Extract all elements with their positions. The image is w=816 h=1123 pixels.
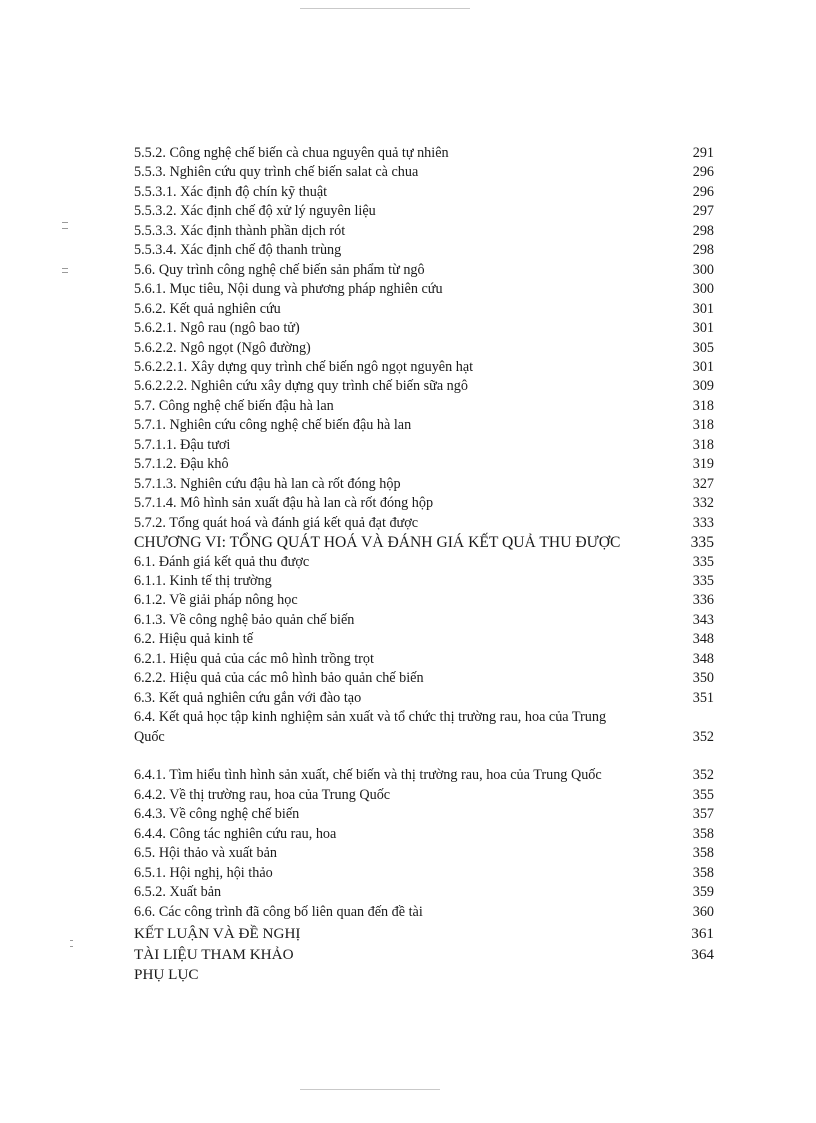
toc-page: 333 — [692, 514, 714, 531]
toc-title: TÀI LIỆU THAM KHẢO — [134, 945, 294, 963]
toc-title: 6.1. Đánh giá kết quả thu được — [134, 553, 310, 570]
toc-entry — [134, 261, 714, 280]
toc-title: 6.5.1. Hội nghị, hội thảo — [134, 864, 273, 881]
toc-title: 5.6.1. Mục tiêu, Nội dung và phương pháp nghiên cứu — [134, 281, 443, 298]
toc-page: 319 — [692, 456, 714, 473]
toc-page: 301 — [692, 320, 714, 337]
toc-page: 352 — [692, 728, 714, 745]
toc-entry — [134, 786, 714, 805]
toc-page: 360 — [692, 903, 714, 920]
toc-section-heading — [134, 924, 714, 945]
toc-entry — [134, 339, 714, 358]
toc-page: 335 — [692, 553, 714, 570]
toc-page: 350 — [692, 670, 714, 687]
toc-entry — [134, 844, 714, 863]
toc-title: 5.6.2.2.1. Xây dựng quy trình chế biến ngô ngọt nguyên hạt — [134, 358, 474, 375]
toc-page: 351 — [692, 689, 714, 706]
toc-entry — [134, 630, 714, 649]
toc-entry — [134, 708, 714, 747]
scan-speck — [300, 1089, 440, 1090]
toc-page: 301 — [692, 300, 714, 317]
toc-title: 6.1.3. Về công nghệ bảo quản chế biến — [134, 611, 355, 628]
toc-title: 5.7.1. Nghiên cứu công nghệ chế biến đậu hà lan — [134, 417, 412, 434]
toc-page: 301 — [692, 358, 714, 375]
toc-title: 6.4.2. Về thị trường rau, hoa của Trung Quốc — [134, 786, 391, 803]
toc-title: 5.5.3. Nghiên cứu quy trình chế biến salat cà chua — [134, 164, 419, 181]
toc-entry — [134, 805, 714, 824]
toc-entry — [134, 650, 714, 669]
toc-entry — [134, 241, 714, 260]
toc-entry — [134, 514, 714, 533]
toc-title: 6.2.2. Hiệu quả của các mô hình bảo quản chế biến — [134, 670, 424, 687]
toc-entry — [134, 825, 714, 844]
toc-title: 6.1.1. Kinh tế thị trường — [134, 572, 272, 589]
toc-title: 6.5. Hội thảo và xuất bản — [134, 845, 278, 862]
toc-chapter-heading — [134, 533, 714, 552]
toc-entry — [134, 611, 714, 630]
toc-section-heading — [134, 945, 714, 966]
toc-title: 6.6. Các công trình đã công bố liên quan đến đề tài — [134, 903, 423, 920]
toc-title: 6.4.1. Tìm hiểu tình hình sản xuất, chế biến và thị trường rau, hoa của Trung Quốc — [134, 767, 602, 784]
toc-entry — [134, 183, 714, 202]
toc-page: 305 — [692, 339, 714, 356]
toc-page: 332 — [692, 495, 714, 512]
toc-page: 309 — [692, 378, 714, 395]
toc-page: 361 — [691, 925, 714, 943]
toc-title: CHƯƠNG VI: TỔNG QUÁT HOÁ VÀ ĐÁNH GIÁ KẾT QUẢ THU ĐƯỢC — [134, 534, 621, 552]
toc-entry — [134, 669, 714, 688]
toc-title: 6.5.2. Xuất bản — [134, 884, 222, 901]
table-of-contents — [134, 144, 714, 986]
toc-section-heading — [134, 965, 714, 986]
scan-speck — [62, 228, 68, 229]
toc-page: 296 — [692, 164, 714, 181]
toc-entry — [134, 494, 714, 513]
toc-entry — [134, 903, 714, 922]
toc-title: 5.6. Quy trình công nghệ chế biến sản phẩm từ ngô — [134, 261, 425, 278]
toc-entry — [134, 144, 714, 163]
toc-title: 5.7.1.3. Nghiên cứu đậu hà lan cà rốt đóng hộp — [134, 475, 401, 492]
toc-page: 348 — [692, 631, 714, 648]
toc-title: PHỤ LỤC — [134, 966, 199, 984]
toc-entry — [134, 553, 714, 572]
toc-page: 318 — [692, 436, 714, 453]
scan-speck — [62, 272, 68, 273]
toc-page: 327 — [692, 475, 714, 492]
toc-entry — [134, 397, 714, 416]
toc-title: 5.6.2.1. Ngô rau (ngô bao tử) — [134, 320, 300, 337]
scan-speck — [70, 940, 73, 941]
toc-page: 300 — [692, 261, 714, 278]
toc-page: 358 — [692, 845, 714, 862]
toc-entry — [134, 475, 714, 494]
toc-page: 318 — [692, 397, 714, 414]
toc-page: 297 — [692, 203, 714, 220]
toc-title: 6.3. Kết quả nghiên cứu gắn với đào tạo — [134, 689, 362, 706]
toc-title: 5.6.2.2. Ngô ngọt (Ngô đường) — [134, 339, 311, 356]
toc-page: 336 — [692, 592, 714, 609]
toc-entry — [134, 864, 714, 883]
toc-page: 343 — [692, 611, 714, 628]
toc-entry — [134, 747, 714, 786]
toc-title: 6.2.1. Hiệu quả của các mô hình trồng trọt — [134, 650, 374, 667]
toc-title: 5.5.2. Công nghệ chế biến cà chua nguyên quả tự nhiên — [134, 145, 449, 161]
toc-title: 5.7. Công nghệ chế biến đậu hà lan — [134, 397, 334, 414]
toc-entry — [134, 358, 714, 377]
toc-entry — [134, 883, 714, 902]
toc-entry — [134, 202, 714, 221]
toc-entry — [134, 222, 714, 241]
toc-entry — [134, 572, 714, 591]
toc-page: 358 — [692, 864, 714, 881]
scan-speck — [62, 268, 68, 269]
toc-page: 355 — [692, 786, 714, 803]
toc-entry — [134, 319, 714, 338]
toc-title: 5.6.2. Kết quả nghiên cứu — [134, 300, 281, 317]
toc-page: 318 — [692, 417, 714, 434]
toc-page: 300 — [692, 281, 714, 298]
toc-title: KẾT LUẬN VÀ ĐỀ NGHỊ — [134, 925, 301, 943]
toc-page: 359 — [692, 884, 714, 901]
toc-title: 6.4.4. Công tác nghiên cứu rau, hoa — [134, 825, 337, 842]
toc-title: 5.5.3.4. Xác định chế độ thanh trùng — [134, 242, 342, 259]
toc-page: 335 — [690, 534, 714, 552]
toc-title: 6.4. Kết quả học tập kinh nghiệm sản xuất và tổ chức thị trường rau, hoa của Trung Quốc — [134, 709, 607, 745]
toc-page: 348 — [692, 650, 714, 667]
scan-speck — [62, 222, 68, 223]
toc-title: 5.6.2.2.2. Nghiên cứu xây dựng quy trình chế biến sữa ngô — [134, 378, 468, 395]
toc-entry — [134, 280, 714, 299]
toc-title: 5.5.3.2. Xác định chế độ xử lý nguyên liệu — [134, 203, 376, 220]
toc-title: 6.1.2. Về giải pháp nông học — [134, 592, 298, 609]
toc-entry — [134, 377, 714, 396]
toc-entry — [134, 591, 714, 610]
toc-page: 298 — [692, 242, 714, 259]
toc-page: 358 — [692, 825, 714, 842]
toc-page: 291 — [692, 145, 714, 161]
toc-page: 364 — [691, 945, 714, 963]
scan-speck — [300, 8, 470, 9]
toc-page: 296 — [692, 183, 714, 200]
toc-entry — [134, 163, 714, 182]
toc-title: 5.7.1.4. Mô hình sản xuất đậu hà lan cà rốt đóng hộp — [134, 495, 434, 512]
toc-title: 5.7.1.2. Đậu khô — [134, 456, 229, 473]
scan-speck — [70, 946, 73, 947]
toc-title: 6.4.3. Về công nghệ chế biến — [134, 806, 300, 823]
toc-entry — [134, 689, 714, 708]
toc-page: 352 — [692, 767, 714, 784]
toc-entry — [134, 300, 714, 319]
toc-title: 5.5.3.3. Xác định thành phần dịch rót — [134, 222, 346, 239]
toc-page: 335 — [692, 572, 714, 589]
toc-page: 357 — [692, 806, 714, 823]
toc-entry — [134, 455, 714, 474]
toc-page: 298 — [692, 222, 714, 239]
toc-title: 6.2. Hiệu quả kinh tế — [134, 631, 253, 648]
toc-title: 5.5.3.1. Xác định độ chín kỹ thuật — [134, 183, 328, 200]
toc-entry — [134, 416, 714, 435]
toc-title: 5.7.2. Tổng quát hoá và đánh giá kết quả đạt được — [134, 514, 419, 531]
toc-title: 5.7.1.1. Đậu tươi — [134, 436, 231, 453]
toc-entry — [134, 436, 714, 455]
